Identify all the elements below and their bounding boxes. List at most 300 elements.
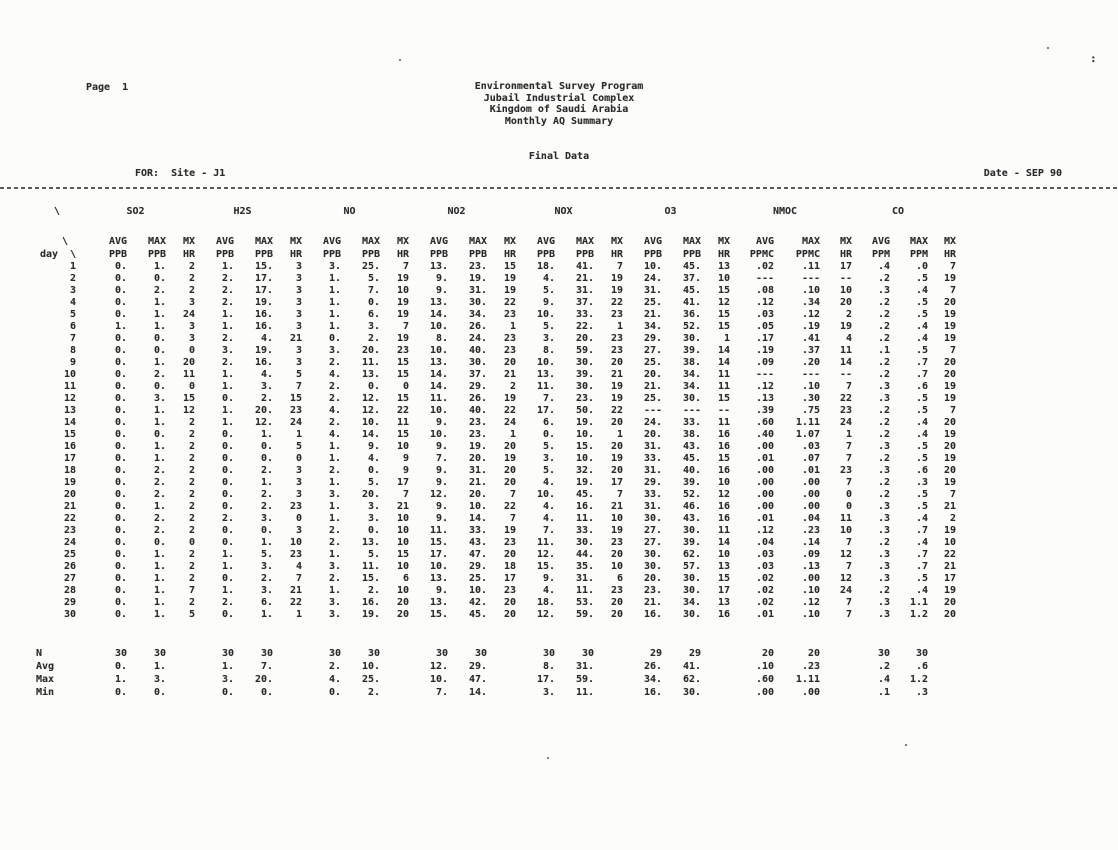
day-cell: 9: [69, 357, 76, 368]
value-cell: 4.: [260, 333, 273, 344]
value-cell: 20: [807, 647, 820, 659]
value-cell: 7.: [542, 393, 555, 404]
column-group-so2: SO2: [126, 206, 145, 217]
value-cell: 30.: [682, 573, 701, 584]
value-cell: 25.: [643, 393, 662, 404]
value-cell: .01: [755, 513, 774, 524]
scan-speck: [547, 757, 549, 759]
day-cell: 6: [69, 321, 76, 332]
unit-header: PPB: [108, 248, 127, 260]
value-cell: 1.: [221, 549, 234, 560]
value-cell: 20: [610, 441, 623, 452]
value-cell: 1.: [328, 321, 341, 332]
value-cell: 23.: [468, 261, 487, 272]
value-cell: 9: [402, 453, 409, 464]
day-cell: 16: [63, 441, 76, 452]
value-cell: 20: [396, 609, 409, 620]
value-cell: 22: [289, 597, 302, 608]
day-cell: 13: [63, 405, 76, 416]
value-cell: 23: [610, 333, 623, 344]
value-cell: 7: [949, 261, 956, 272]
value-cell: 1.: [221, 417, 234, 428]
value-cell: 3.: [260, 513, 273, 524]
summary-label: Max: [36, 673, 55, 685]
value-cell: 24.: [468, 333, 487, 344]
value-cell: 11: [717, 525, 730, 536]
value-cell: 10: [610, 561, 623, 572]
day-cell: 3: [69, 285, 76, 296]
value-cell: .2: [877, 321, 890, 332]
value-cell: 0.: [114, 297, 127, 308]
value-cell: .12: [755, 381, 774, 392]
day-cell: 19: [63, 477, 76, 488]
value-cell: 2: [188, 261, 195, 272]
value-cell: 11: [717, 417, 730, 428]
value-cell: 21.: [643, 381, 662, 392]
value-cell: .5: [915, 345, 928, 356]
value-cell: 13.: [361, 369, 380, 380]
value-cell: 13.: [429, 597, 448, 608]
unit-header: PPMC: [749, 248, 774, 260]
value-cell: 3: [295, 273, 302, 284]
value-cell: 31.: [468, 465, 487, 476]
value-cell: 2.: [328, 417, 341, 428]
value-cell: 7: [188, 585, 195, 596]
value-cell: .03: [755, 549, 774, 560]
value-cell: 4.: [542, 513, 555, 524]
value-cell: 30.: [682, 393, 701, 404]
value-cell: 19.: [254, 345, 273, 356]
value-cell: 16: [717, 441, 730, 452]
value-cell: .07: [801, 453, 820, 464]
value-cell: 0.: [114, 429, 127, 440]
value-cell: 19: [503, 393, 516, 404]
value-cell: 1.: [153, 573, 166, 584]
value-cell: .05: [755, 321, 774, 332]
value-cell: 1.: [260, 537, 273, 548]
day-cell: 30: [63, 609, 76, 620]
stat-header: MX: [943, 236, 956, 247]
value-cell: 0.: [153, 333, 166, 344]
value-cell: 13.: [429, 357, 448, 368]
value-cell: 24: [839, 585, 852, 596]
value-cell: .03: [755, 561, 774, 572]
value-cell: 43.: [468, 537, 487, 548]
value-cell: 15.: [575, 441, 594, 452]
value-cell: 3: [295, 321, 302, 332]
value-cell: .4: [915, 333, 928, 344]
value-cell: .7: [915, 369, 928, 380]
value-cell: 19: [610, 525, 623, 536]
value-cell: 10: [839, 525, 852, 536]
scan-speck: [399, 59, 401, 61]
value-cell: 6.: [367, 309, 380, 320]
value-cell: 30.: [575, 537, 594, 548]
value-cell: 0: [295, 513, 302, 524]
value-cell: 2: [188, 501, 195, 512]
value-cell: 19: [943, 381, 956, 392]
value-cell: 40.: [468, 345, 487, 356]
value-cell: 1.: [328, 441, 341, 452]
stat-header: MX: [503, 236, 516, 247]
value-cell: 3: [295, 285, 302, 296]
value-cell: 2.: [328, 573, 341, 584]
value-cell: 7: [616, 489, 623, 500]
unit-header: PPB: [429, 248, 448, 260]
value-cell: 1.: [153, 309, 166, 320]
value-cell: 21: [610, 369, 623, 380]
value-cell: 3.: [542, 453, 555, 464]
value-cell: 30: [328, 647, 341, 659]
value-cell: 14: [717, 357, 730, 368]
value-cell: [273, 686, 302, 699]
value-cell: 11.: [361, 561, 380, 572]
value-cell: [166, 660, 195, 673]
value-cell: 12: [717, 489, 730, 500]
value-cell: .23: [801, 660, 820, 672]
value-cell: 20.: [643, 369, 662, 380]
value-cell: 0: [845, 501, 852, 512]
day-cell: 14: [63, 417, 76, 428]
value-cell: 0.: [114, 357, 127, 368]
value-cell: 23: [610, 309, 623, 320]
day-cell: 1: [69, 261, 76, 272]
day-cell: 23: [63, 525, 76, 536]
value-cell: 13.: [429, 297, 448, 308]
value-cell: 25.: [643, 357, 662, 368]
value-cell: 19.: [254, 297, 273, 308]
value-cell: 19.: [468, 273, 487, 284]
value-cell: 7: [949, 405, 956, 416]
value-cell: 9.: [435, 465, 448, 476]
value-cell: 10: [717, 549, 730, 560]
value-cell: 12.: [361, 393, 380, 404]
value-cell: 12.: [254, 417, 273, 428]
value-cell: 7: [295, 573, 302, 584]
value-cell: 1.: [260, 609, 273, 620]
value-cell: .5: [915, 573, 928, 584]
value-cell: 4.: [328, 429, 341, 440]
value-cell: 1.: [153, 597, 166, 608]
value-cell: .20: [801, 357, 820, 368]
value-cell: .3: [877, 381, 890, 392]
diagonal-mark: \: [54, 206, 61, 217]
report-title-block: [0, 81, 1118, 127]
value-cell: 1.: [153, 561, 166, 572]
value-cell: 0: [295, 453, 302, 464]
value-cell: 22: [839, 393, 852, 404]
value-cell: 3.: [328, 345, 341, 356]
value-cell: 0.: [328, 333, 341, 344]
day-column-header: [36, 248, 88, 261]
day-cell: 28: [63, 585, 76, 596]
day-column-header: [36, 236, 88, 248]
value-cell: 34.: [468, 309, 487, 320]
value-cell: 37.: [682, 273, 701, 284]
value-cell: .2: [877, 297, 890, 308]
value-cell: 15: [717, 285, 730, 296]
column-group-co: CO: [891, 206, 905, 217]
value-cell: 29.: [468, 561, 487, 572]
value-cell: 11: [839, 345, 852, 356]
scan-artifact-colon: :: [1090, 52, 1097, 65]
table-row: [36, 501, 956, 513]
value-cell: 1.11: [795, 417, 820, 428]
dashed-separator: [0, 187, 1118, 189]
value-cell: 1.11: [795, 673, 820, 685]
value-cell: 23: [503, 345, 516, 356]
value-cell: 0.: [221, 393, 234, 404]
value-cell: 20: [503, 477, 516, 488]
value-cell: 20.: [361, 489, 380, 500]
value-cell: ---: [755, 273, 774, 284]
value-cell: 12: [182, 405, 195, 416]
value-cell: 20: [182, 357, 195, 368]
value-cell: .75: [801, 405, 820, 416]
value-cell: 21: [610, 501, 623, 512]
value-cell: 0.: [114, 345, 127, 356]
value-cell: 40.: [682, 465, 701, 476]
value-cell: 33.: [682, 417, 701, 428]
value-cell: 21: [396, 501, 409, 512]
stat-header: AVG: [215, 236, 234, 247]
value-cell: 30.: [682, 585, 701, 596]
value-cell: 2.: [260, 465, 273, 476]
value-cell: [166, 673, 195, 686]
unit-header: PPB: [147, 248, 166, 260]
value-cell: 22: [610, 297, 623, 308]
value-cell: 11: [717, 369, 730, 380]
value-cell: 2.: [328, 465, 341, 476]
value-cell: 30.: [682, 333, 701, 344]
value-cell: 23: [289, 501, 302, 512]
value-cell: 2: [188, 285, 195, 296]
value-cell: .4: [915, 417, 928, 428]
day-column-header: [36, 206, 88, 236]
value-cell: 7: [402, 489, 409, 500]
value-cell: 11.: [536, 537, 555, 548]
value-cell: 2: [188, 561, 195, 572]
value-cell: 30.: [682, 609, 701, 620]
value-cell: 24: [503, 417, 516, 428]
value-cell: 0.: [114, 686, 127, 698]
value-cell: 45.: [575, 489, 594, 500]
value-cell: 16.: [254, 321, 273, 332]
value-cell: ---: [801, 369, 820, 380]
value-cell: 4.: [542, 273, 555, 284]
value-cell: 21: [289, 333, 302, 344]
value-cell: 21.: [643, 309, 662, 320]
value-cell: 16.: [643, 686, 662, 698]
table-row: [36, 585, 956, 597]
value-cell: .2: [877, 357, 890, 368]
day-cell: 10: [63, 369, 76, 380]
value-cell: 3.: [542, 333, 555, 344]
value-cell: 7: [295, 381, 302, 392]
value-cell: .5: [915, 393, 928, 404]
value-cell: 31.: [643, 285, 662, 296]
value-cell: 3.: [260, 561, 273, 572]
value-cell: 10.: [468, 501, 487, 512]
value-cell: .2: [877, 417, 890, 428]
value-cell: .14: [801, 537, 820, 548]
value-cell: 9.: [435, 285, 448, 296]
value-cell: 0.: [153, 381, 166, 392]
value-cell: --: [839, 273, 852, 284]
value-cell: 1: [509, 429, 516, 440]
value-cell: 2.: [221, 297, 234, 308]
value-cell: 5.: [367, 477, 380, 488]
value-cell: .00: [801, 686, 820, 698]
value-cell: 2: [845, 309, 852, 320]
value-cell: 3: [295, 345, 302, 356]
value-cell: 7: [509, 513, 516, 524]
value-cell: .3: [877, 441, 890, 452]
value-cell: 10.: [536, 309, 555, 320]
value-cell: 30.: [643, 549, 662, 560]
value-cell: .01: [755, 609, 774, 620]
value-cell: 4: [845, 333, 852, 344]
value-cell: .00: [755, 501, 774, 512]
value-cell: .13: [801, 561, 820, 572]
day-cell: 18: [63, 465, 76, 476]
value-cell: 19: [943, 309, 956, 320]
value-cell: 0.: [114, 285, 127, 296]
stat-header: MAX: [801, 236, 820, 247]
value-cell: [594, 686, 623, 699]
value-cell: 2.: [367, 686, 380, 698]
value-cell: 0.: [114, 309, 127, 320]
value-cell: 2.: [153, 525, 166, 536]
value-cell: 21: [943, 501, 956, 512]
value-cell: 10.: [361, 660, 380, 672]
stat-header: AVG: [536, 236, 555, 247]
value-cell: 0.: [114, 549, 127, 560]
value-cell: 0.: [114, 465, 127, 476]
value-cell: 20.: [254, 405, 273, 416]
value-cell: .01: [755, 453, 774, 464]
value-cell: 20: [943, 417, 956, 428]
value-cell: 12.: [361, 405, 380, 416]
value-cell: 15: [717, 321, 730, 332]
value-cell: 0.: [153, 686, 166, 698]
value-cell: 10.: [643, 261, 662, 272]
value-cell: .3: [877, 609, 890, 620]
value-cell: 0.: [367, 297, 380, 308]
value-cell: 9.: [435, 477, 448, 488]
value-cell: 1.: [153, 453, 166, 464]
value-cell: .3: [877, 501, 890, 512]
value-cell: 5: [188, 609, 195, 620]
value-cell: 0.: [542, 429, 555, 440]
value-cell: 23: [839, 405, 852, 416]
value-cell: 20: [503, 549, 516, 560]
value-cell: .00: [755, 686, 774, 698]
value-cell: 13.: [361, 537, 380, 548]
value-cell: 17: [943, 573, 956, 584]
value-cell: 2.: [328, 660, 341, 672]
value-cell: 39.: [682, 345, 701, 356]
value-cell: 12: [839, 573, 852, 584]
value-cell: 15.: [254, 261, 273, 272]
value-cell: 7: [845, 597, 852, 608]
value-cell: .39: [755, 405, 774, 416]
unit-header: HR: [943, 248, 956, 260]
value-cell: 1.: [221, 585, 234, 596]
value-cell: 23: [610, 585, 623, 596]
value-cell: 2.: [153, 369, 166, 380]
value-cell: 2.: [367, 585, 380, 596]
value-cell: 57.: [682, 561, 701, 572]
value-cell: 2: [188, 465, 195, 476]
value-cell: .7: [915, 357, 928, 368]
value-cell: 13.: [429, 573, 448, 584]
value-cell: .30: [801, 393, 820, 404]
value-cell: 15: [396, 429, 409, 440]
value-cell: 9.: [367, 441, 380, 452]
table-row: [36, 405, 956, 417]
value-cell: 32.: [575, 465, 594, 476]
value-cell: 2: [188, 273, 195, 284]
stat-header: AVG: [755, 236, 774, 247]
value-cell: 12: [839, 549, 852, 560]
value-cell: 17.: [254, 285, 273, 296]
value-cell: 11.: [361, 357, 380, 368]
value-cell: 10.: [536, 357, 555, 368]
value-cell: 1.: [221, 660, 234, 672]
value-cell: 20.: [575, 333, 594, 344]
value-cell: 1.07: [795, 429, 820, 440]
value-cell: .3: [877, 561, 890, 572]
value-cell: 1.: [260, 429, 273, 440]
value-cell: 22.: [575, 321, 594, 332]
value-cell: 37.: [468, 369, 487, 380]
value-cell: 20: [610, 357, 623, 368]
value-cell: 31.: [468, 285, 487, 296]
value-cell: 21: [943, 561, 956, 572]
value-cell: 0.: [367, 525, 380, 536]
value-cell: 15: [289, 393, 302, 404]
value-cell: 0.: [114, 453, 127, 464]
value-cell: 1.: [221, 261, 234, 272]
value-cell: 7.: [435, 453, 448, 464]
value-cell: 2.: [221, 285, 234, 296]
column-group-o3: O3: [664, 206, 677, 217]
value-cell: [701, 686, 730, 699]
value-cell: 41.: [575, 261, 594, 272]
value-cell: [166, 647, 195, 660]
value-cell: .2: [877, 453, 890, 464]
value-cell: 11.: [575, 585, 594, 596]
value-cell: 4.: [542, 501, 555, 512]
unit-header: PPB: [536, 248, 555, 260]
value-cell: 3: [295, 525, 302, 536]
value-cell: .6: [915, 465, 928, 476]
stat-header: AVG: [871, 236, 890, 247]
value-cell: 30: [581, 647, 594, 659]
value-cell: 22: [610, 405, 623, 416]
value-cell: 18.: [536, 261, 555, 272]
value-cell: 3.: [328, 597, 341, 608]
value-cell: 45.: [682, 453, 701, 464]
value-cell: [273, 673, 302, 686]
value-cell: 15: [503, 261, 516, 272]
value-cell: 1.: [221, 381, 234, 392]
value-cell: [380, 647, 409, 660]
value-cell: 19: [610, 453, 623, 464]
value-cell: 20: [610, 465, 623, 476]
value-cell: 9.: [435, 513, 448, 524]
